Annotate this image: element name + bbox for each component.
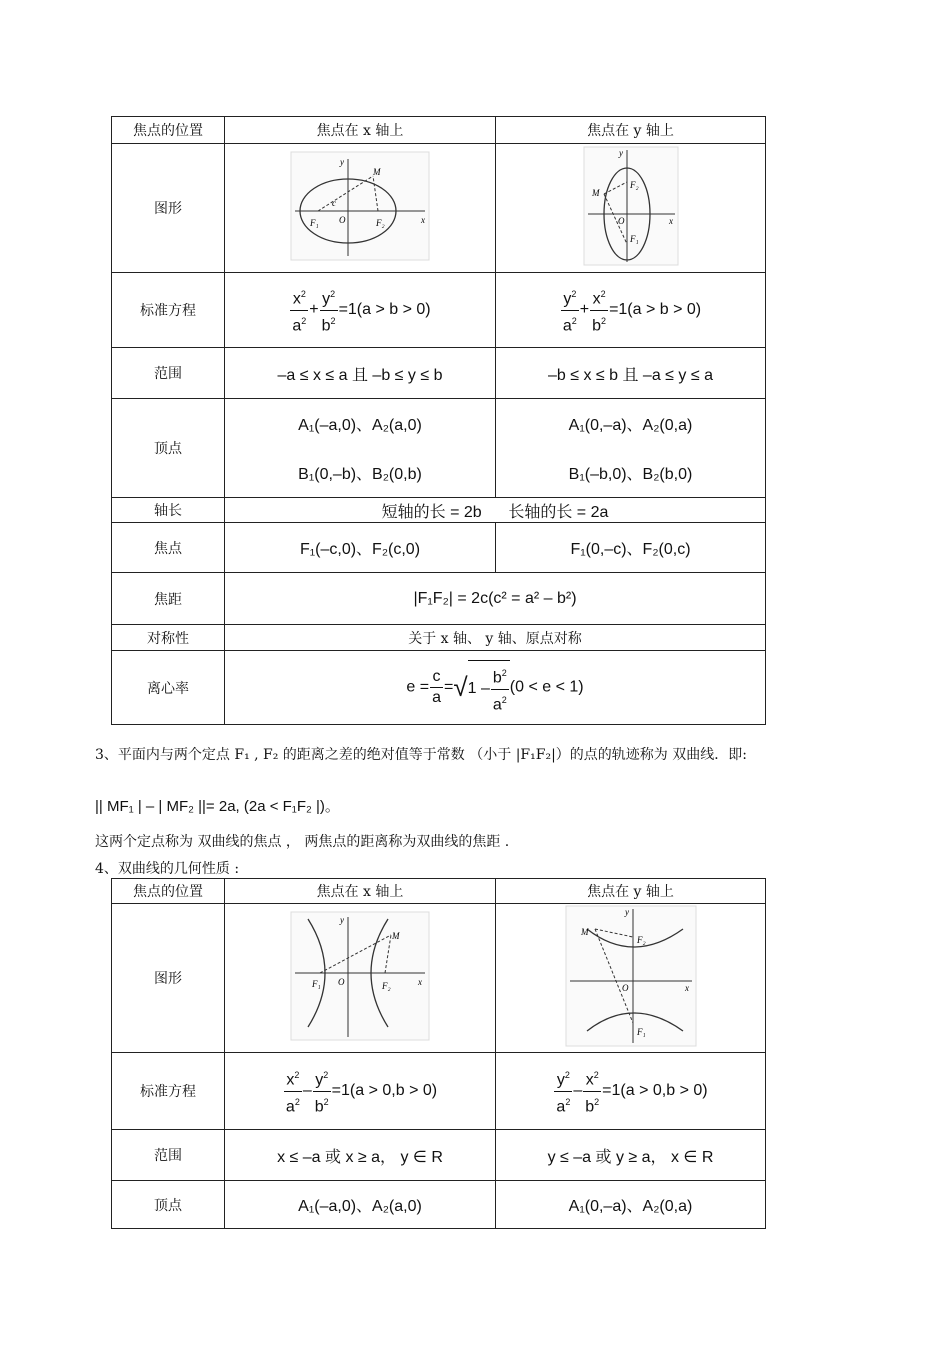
hyperbola-y-graph [565, 905, 697, 1047]
header-x-axis: 焦点在 x 轴上 [225, 117, 496, 144]
ellipse-x-focus: F₁(–c,0)、F₂(c,0) [225, 523, 496, 573]
svg-text:y: y [618, 148, 623, 158]
svg-text:y: y [340, 157, 344, 167]
header-position: 焦点的位置 [112, 879, 225, 904]
svg-text:O: O [617, 216, 624, 226]
ellipse-focal-distance: |F₁F₂| = 2c(c² = a² – b²) [225, 573, 766, 625]
svg-text:F₁: F₁ [310, 218, 319, 228]
svg-text:c: c [332, 198, 336, 208]
hyperbola-y-figure [496, 904, 766, 1053]
svg-text:x: x [418, 977, 422, 987]
hyperbola-properties-table [111, 878, 766, 1229]
svg-text:M: M [392, 931, 400, 941]
svg-text:F₂: F₂ [382, 981, 391, 991]
svg-text:y: y [340, 915, 344, 925]
hyperbola-definition-line1: 3、平面内与两个定点 F₁ , F₂ 的距离之差的绝对值等于常数 （小于 |F₁F₂|）的点的轨迹称为 双曲线．即: [95, 747, 747, 763]
hyperbola-x-graph [290, 911, 430, 1041]
svg-text:x: x [421, 215, 425, 225]
svg-text:x: x [668, 216, 673, 226]
hyperbola-definition-line2: || MF₁ | – | MF₂ ||= 2a, (2a < F₁F₂ |)。 [95, 798, 340, 815]
svg-text:x: x [684, 983, 689, 993]
svg-text:F₂: F₂ [629, 180, 639, 190]
svg-text:F₂: F₂ [376, 218, 385, 228]
svg-text:O: O [338, 977, 345, 987]
row-label-vertex: 顶点 [112, 399, 225, 498]
ellipse-eccentricity: e = $\frac{c}{a}$ =√1 – $\frac{b^2}{a^2}$ (0 < e < 1) [225, 651, 766, 725]
hyperbola-y-vertex: A₁(0,–a)、A₂(0,a) [496, 1181, 766, 1229]
svg-text:O: O [621, 983, 628, 993]
row-label-figure: 图形 [112, 904, 225, 1053]
svg-text:F₁: F₁ [312, 979, 321, 989]
row-label-axis-length: 轴长 [112, 498, 225, 523]
hyperbola-definition-line3: 这两个定点称为 双曲线的焦点 ， 两焦点的距离称为双曲线的焦距 . [95, 834, 510, 850]
row-label-focal-distance: 焦距 [112, 573, 225, 625]
svg-text:y: y [624, 907, 629, 917]
row-label-range: 范围 [112, 348, 225, 399]
ellipse-x-range: –a ≤ x ≤ a 且 –b ≤ y ≤ b [225, 348, 496, 399]
header-position: 焦点的位置 [112, 117, 225, 144]
row-label-focus: 焦点 [112, 523, 225, 573]
svg-text:O: O [339, 215, 346, 225]
row-label-standard-eq: 标准方程 [112, 1053, 225, 1130]
ellipse-y-equation: $\frac{y^2}{a^2}$ + $\frac{x^2}{b^2}$ =1(a > b > 0) [496, 273, 766, 348]
row-label-symmetry: 对称性 [112, 625, 225, 651]
header-x-axis: 焦点在 x 轴上 [225, 879, 496, 904]
hyperbola-x-equation: $\frac{x^2}{a^2}$ – $\frac{y^2}{b^2}$ =1(a > 0,b > 0) [225, 1053, 496, 1130]
svg-text:M: M [580, 927, 588, 937]
ellipse-y-range: –b ≤ x ≤ b 且 –a ≤ y ≤ a [496, 348, 766, 399]
hyperbola-x-range: x ≤ –a 或 x ≥ a， y ∈ R [225, 1130, 496, 1181]
row-label-range: 范围 [112, 1130, 225, 1181]
row-label-figure: 图形 [112, 144, 225, 273]
svg-text:M: M [591, 188, 599, 198]
ellipse-x-equation: $\frac{x^2}{a^2}$ + $\frac{y^2}{b^2}$ =1(a > b > 0) [225, 273, 496, 348]
ellipse-symmetry: 关于 x 轴、 y 轴、原点对称 [225, 625, 766, 651]
section-4-title: 4、双曲线的几何性质 : [95, 861, 240, 877]
svg-text:F₂: F₂ [636, 935, 646, 945]
ellipse-x-vertex: A₁(–a,0)、A₂(a,0) B₁(0,–b)、B₂(0,b) [225, 399, 496, 498]
ellipse-y-figure [496, 144, 766, 273]
row-label-standard-eq: 标准方程 [112, 273, 225, 348]
row-label-vertex: 顶点 [112, 1181, 225, 1229]
ellipse-y-focus: F₁(0,–c)、F₂(0,c) [496, 523, 766, 573]
hyperbola-x-figure [225, 904, 496, 1053]
hyperbola-y-equation: $\frac{y^2}{a^2}$ – $\frac{x^2}{b^2}$ =1(a > 0,b > 0) [496, 1053, 766, 1130]
ellipse-properties-table [111, 116, 766, 725]
hyperbola-y-range: y ≤ –a 或 y ≥ a， x ∈ R [496, 1130, 766, 1181]
row-label-eccentricity: 离心率 [112, 651, 225, 725]
ellipse-axis-length: 短轴的长 = 2b 长轴的长 = 2a [225, 498, 766, 523]
hyperbola-x-vertex: A₁(–a,0)、A₂(a,0) [225, 1181, 496, 1229]
header-y-axis: 焦点在 y 轴上 [496, 117, 766, 144]
svg-text:M: M [373, 167, 381, 177]
ellipse-x-graph [290, 151, 430, 261]
svg-text:F₁: F₁ [636, 1027, 646, 1037]
svg-text:F₁: F₁ [629, 234, 639, 244]
header-y-axis: 焦点在 y 轴上 [496, 879, 766, 904]
ellipse-x-figure [225, 144, 496, 273]
ellipse-y-vertex: A₁(0,–a)、A₂(0,a) B₁(–b,0)、B₂(b,0) [496, 399, 766, 498]
ellipse-y-graph [583, 146, 679, 266]
